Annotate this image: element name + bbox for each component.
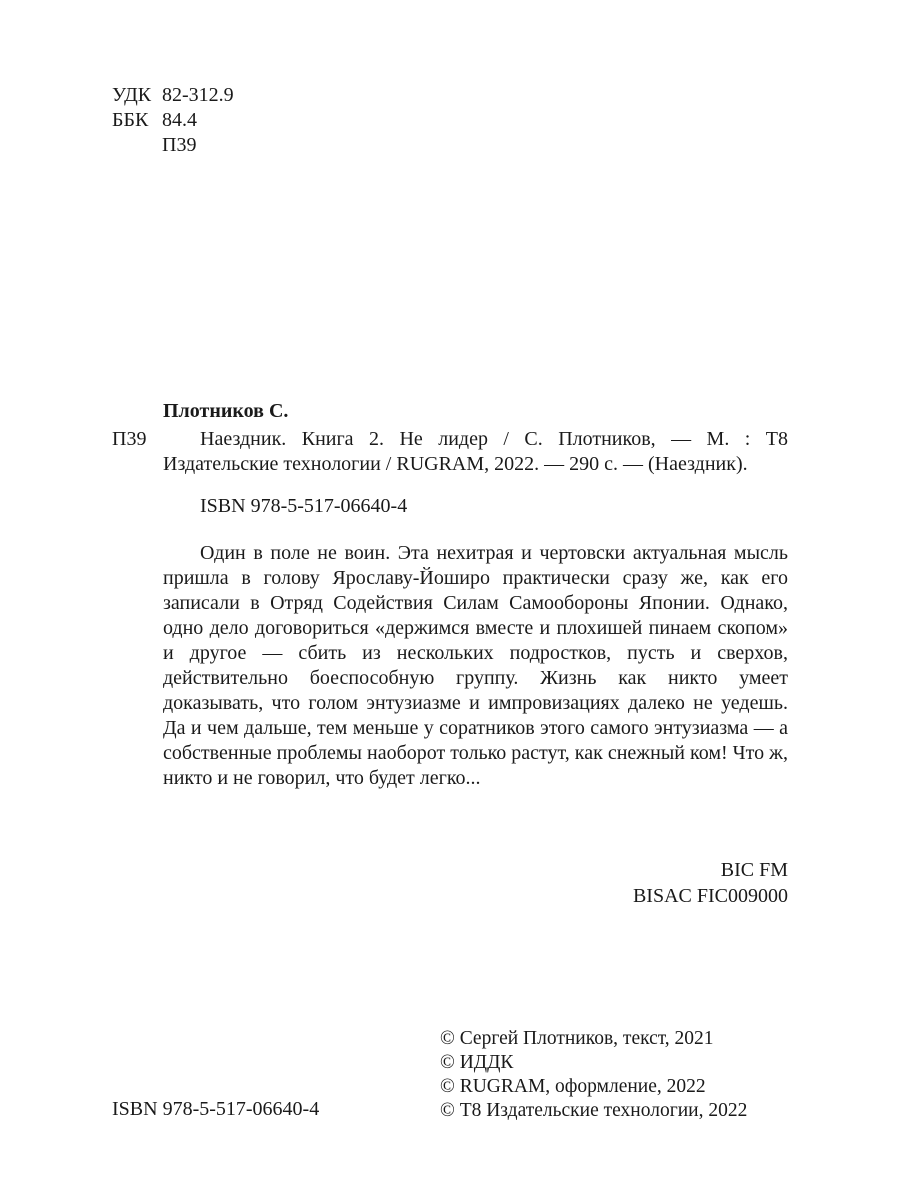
bic-code: BIC FM [720, 859, 788, 881]
udk-value: 82-312.9 [162, 84, 234, 106]
footer-isbn: ISBN 978-5-517-06640-4 [112, 1098, 320, 1120]
annotation-text: Один в поле не воин. Эта нехитрая и чертовски актуальная мысль пришла в голову Ярославу-Йоширо практически сразу же, как его записали в Отряд Содействия Силам Самообороны Японии. Однако, одно дело договориться «держимся вместе и плохишей пинаем скопом» и другое — сбить из нескольких подростков, пусть и сверхов, действительно боеспособную группу. Жизнь как никто умеет доказывать, что голом энтузиазме и импровизациях далеко не уедешь. Да и чем дальше, тем меньше у соратников этого самого энтузиазма — а собственные проблемы наоборот только растут, как снежный ком! Что ж, никто и не говорил, что будет легко... [163, 542, 788, 789]
author-mark-row [112, 132, 196, 158]
udk-label: УДК [112, 84, 152, 106]
copyright-block [440, 1027, 747, 1123]
author-mark: П39 [162, 134, 197, 156]
author-name: Плотников С. [163, 400, 289, 422]
bbk-row [112, 107, 197, 133]
copyright-line: © Т8 Издательские технологии, 2022 [440, 1100, 748, 1121]
copyright-line: © ИДДК [440, 1052, 514, 1073]
copyright-line: © Сергей Плотников, текст, 2021 [440, 1028, 714, 1049]
bibliographic-description: Наездник. Книга 2. Не лидер / С. Плотников, — М. : Т8 Издательские технологии / RUGRAM, 2022. — 290 с. — (Наездник). [163, 428, 788, 475]
subject-codes [633, 857, 788, 909]
entry-isbn: ISBN 978-5-517-06640-4 [200, 495, 408, 517]
entry-mark: П39 [112, 428, 147, 450]
bbk-label: ББК [112, 109, 149, 131]
bisac-code: BISAC FIC009000 [632, 885, 788, 907]
copyright-line: © RUGRAM, оформление, 2022 [440, 1076, 706, 1097]
udk-row [112, 82, 234, 108]
bbk-value: 84.4 [162, 109, 197, 131]
